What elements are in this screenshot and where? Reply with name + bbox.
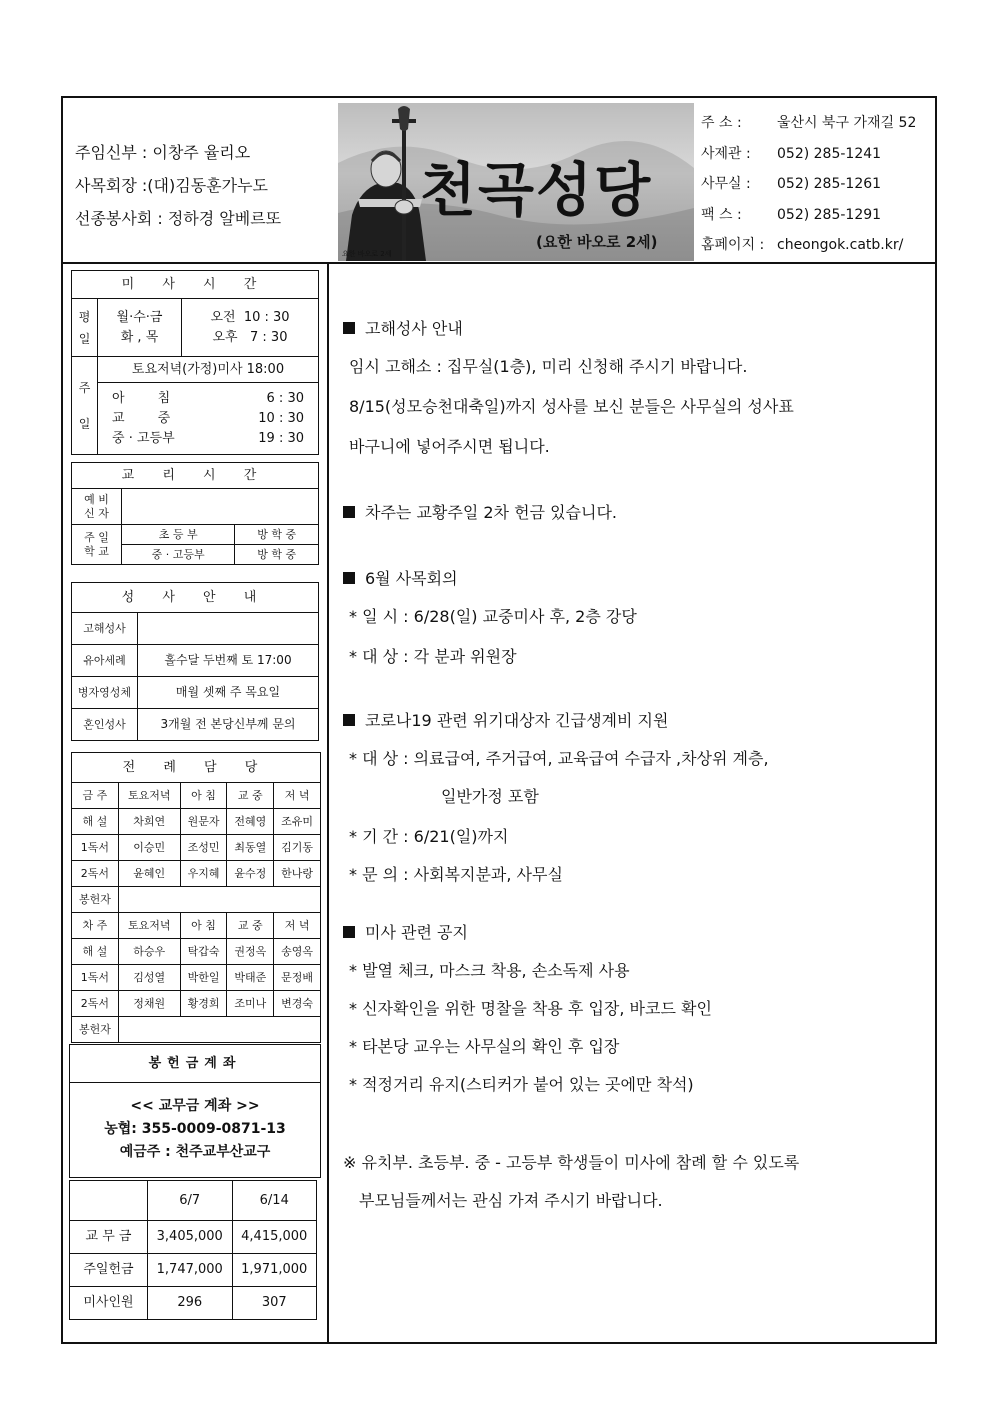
bulletin-header [63, 98, 935, 264]
elementary-label: 초 등 부 [122, 525, 235, 545]
weekday-times: 오전 10 : 30 오후 7 : 30 [182, 299, 319, 357]
parish-patron: (요한 바오로 2세) [536, 233, 658, 251]
contact-rectory: 사제관 : 052) 285-1241 [701, 145, 882, 162]
table-row: 2독서 윤혜인 우지혜 윤수정 한나랑 [72, 861, 321, 887]
catechism-title: 교 리 시 간 [72, 463, 319, 489]
pre-catechumen-value [122, 489, 319, 525]
table-row: 1독서 김성열 박한일 박태준 문정배 [72, 965, 321, 991]
account-number: 농협: 355-0009-0871-13 [104, 1121, 286, 1137]
offering-account-title: 봉헌금계좌 [70, 1045, 320, 1083]
sacrament-baptism: 유아세례 [72, 645, 138, 677]
contact-office: 사무실 : 052) 285-1261 [701, 176, 882, 192]
bulletin-page [61, 96, 937, 1344]
table-row: 1독서 이승민 조성민 최동열 김기동 [72, 835, 321, 861]
contact-address: 주 소 : 울산시 북구 가재길 52 [701, 115, 917, 131]
finance-table: 6/7 6/14 교 무 금 3,405,000 4,415,000 주일헌금 1,747,000 1,971,000 미사인원 296 307 [69, 1180, 317, 1320]
account-holder: 예금주 : 천주교부산교구 [119, 1144, 271, 1160]
table-row: 주일헌금 1,747,000 1,971,000 [70, 1254, 317, 1287]
contact-homepage[interactable]: 홈페이지 : cheongok.catb.kr/ [701, 237, 904, 253]
sacrament-confession: 고해성사 [72, 613, 138, 645]
contact-fax: 팩 스 : 052) 285-1291 [701, 206, 882, 223]
table-row: 미사인원 296 307 [70, 1287, 317, 1320]
table-row: 해 설 차희연 원문자 전혜영 조유미 [72, 809, 321, 835]
clergy-info [75, 136, 281, 235]
sunday-school-label: 주 일 학 교 [72, 525, 122, 565]
table-row: 2독서 정채원 황경희 조미나 변경숙 [72, 991, 321, 1017]
mass-times-title: 미 사 시 간 [72, 271, 319, 299]
pastor-line: 주임신부 : 이창주 율리오 [75, 143, 251, 162]
notices-column: 고해성사 안내 임시 고해소 : 집무실(1층), 미리 신청해 주시기 바랍니다. 8/15(성모승천대축일)까지 성사를 보신 분들은 사무실의 성사표 바구니에 넣어주시면 됩니다. 차주는 교황주일 2차 헌금 있습니다. 6월 사목회의 * 일 시 : 6/28(일) 교중미사 후, 2층 강당 * 대 상 : 각 분과 위원장 코로나19 관련 위기대상자 긴급생계비 지원 * 대 상 : 의료급여, 주거급여, 교육급여 수급자 ,차상위 계층, 일반가정 포함 * 기 간 : 6/21(일)까지 * 문 의 : 사회복지분과, 사무실 미사 관련 공지 * 발열 체크, 마스크 착용, 손소독제 사용 * 신자확인을 위한 명찰을 착용 후 입장, 바코드 확인 * 타본당 교우는 사무실의 확인 후 입장 * 적정거리 유지(스티커가 붙어 있는 곳에만 착석) ※ 유치부. 초등부. 중 - 고등부 학생들이 미사에 참례 할 수 있도록 부모님들께서는 관심 가져 주시기 바랍니다. [343, 319, 800, 1210]
pre-catechumen-label: 예 비 신 자 [72, 489, 122, 525]
sunday-label: 주 일 [72, 357, 98, 455]
square-bullet-icon [343, 926, 355, 938]
parish-banner [338, 103, 694, 261]
weekday-days: 월·수·금 화 , 목 [98, 299, 182, 357]
square-bullet-icon [343, 572, 355, 584]
council-line: 사목회장 :(대)김동훈가누도 [75, 176, 268, 195]
contact-info [701, 108, 916, 261]
sacrament-sick: 병자영성체 [72, 677, 138, 709]
square-bullet-icon [343, 714, 355, 726]
square-bullet-icon [343, 322, 355, 334]
sacraments-table: 성 사 안 내 고해성사 유아세례 홀수달 두번째 토 17:00 병자영성체 매월 셋째 주 목요일 혼인성사 3개월 전 본당신부께 문의 [71, 582, 319, 741]
catechism-table [71, 462, 319, 565]
left-column [63, 264, 327, 1342]
table-row: 금 주 토요저녁 아 침 교 중 저 녁 [72, 783, 321, 809]
liturgy-table [71, 752, 321, 1043]
elementary-value: 방 학 중 [235, 525, 319, 545]
sunday-masses: 아 침 6 : 30 교 중 10 : 30 중 · 고등부 19 : 30 [98, 383, 319, 455]
middle-high-label: 중 · 고등부 [122, 545, 235, 565]
saturday-mass: 토요저녁(가정)미사 18:00 [98, 357, 319, 383]
table-row: 교 무 금 3,405,000 4,415,000 [70, 1221, 317, 1254]
square-bullet-icon [343, 506, 355, 518]
mass-times-table [71, 270, 319, 455]
account-heading: << 교무금 계좌 >> [130, 1098, 260, 1114]
table-row: 봉헌자 [72, 887, 321, 913]
sacrament-marriage: 혼인성사 [72, 709, 138, 741]
middle-high-value: 방 학 중 [235, 545, 319, 565]
parish-name-logo: 천곡성당 [420, 156, 653, 224]
liturgy-title: 전 례 담 당 [72, 753, 321, 783]
table-row: 봉헌자 [72, 1017, 321, 1043]
offering-account-box [69, 1044, 321, 1178]
table-row: 해 설 하승우 탁갑숙 권정옥 송영옥 [72, 939, 321, 965]
weekday-label: 평 일 [72, 299, 98, 357]
table-row: 차 주 토요저녁 아 침 교 중 저 녁 [72, 913, 321, 939]
image-caption: 요한 바오로 2세 [342, 250, 392, 258]
sacraments-title: 성 사 안 내 [72, 583, 319, 613]
evangel-line: 선종봉사회 : 정하경 알베르또 [75, 209, 282, 228]
